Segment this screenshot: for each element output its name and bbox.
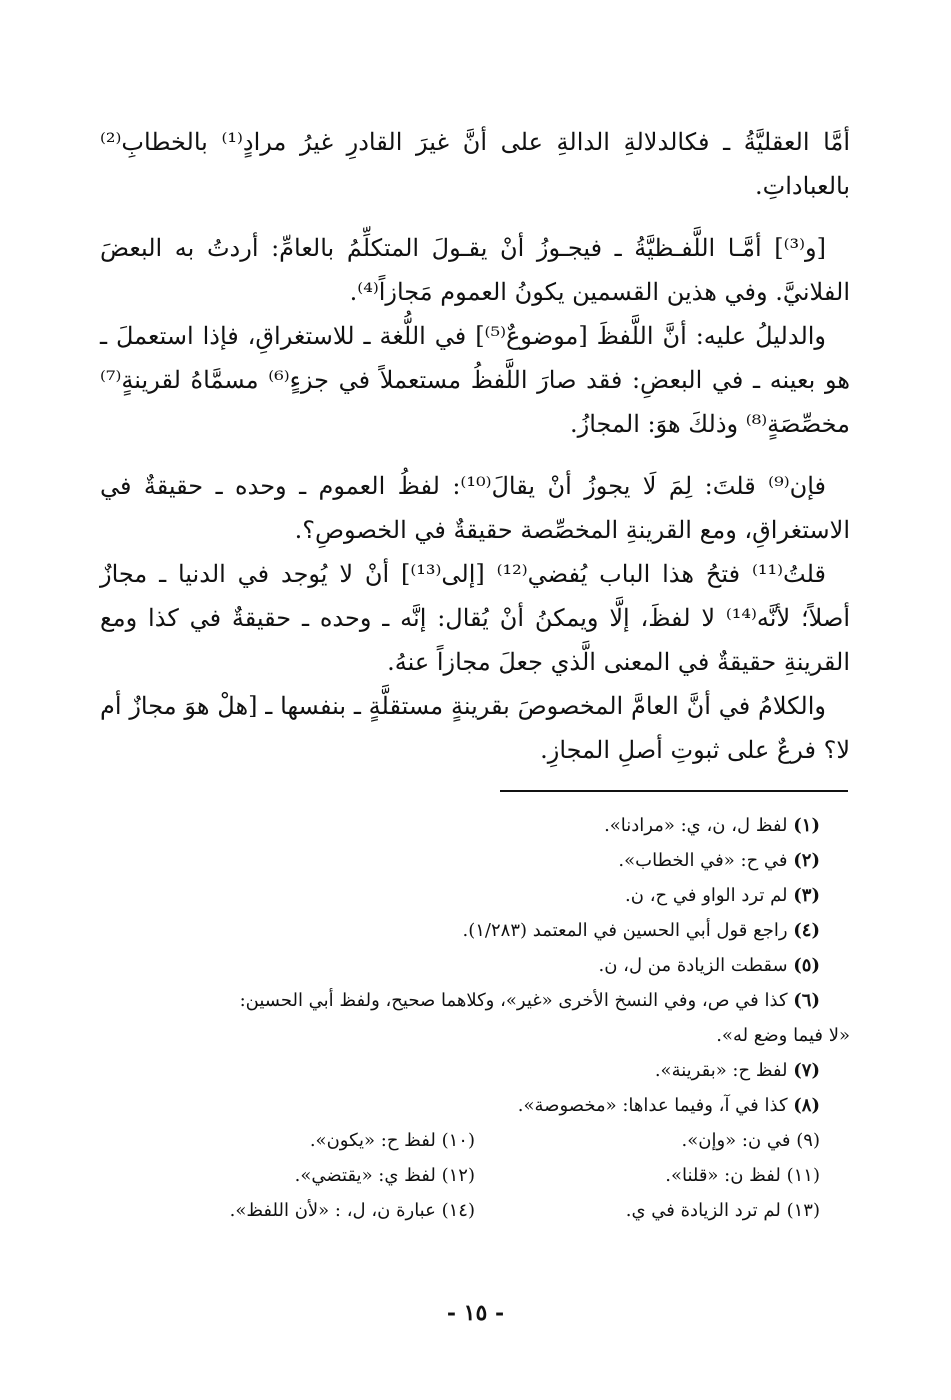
footnote: [100, 913, 850, 948]
footnote: [130, 1193, 475, 1228]
footnote-row: [100, 1158, 850, 1193]
footnote: [100, 1053, 850, 1088]
footnote-divider: [500, 790, 848, 792]
footnote: [100, 878, 850, 913]
footnote-text: لفظ ي: «يقتضي».: [294, 1165, 436, 1186]
footnote-text: لفظ ل، ن، ي: «مرادنا».: [604, 815, 788, 836]
footnote-number: (١٣): [786, 1200, 820, 1221]
footnote: [100, 843, 850, 878]
footnote-text: في ن: «وإن».: [681, 1130, 791, 1151]
paragraph-dalil: والدليلُ عليه: أنَّ اللَّفظَ [موضوعٌ⁽⁵⁾] في اللُّغة ـ للاستغراقِ، فإذا استعملَ ـ هو بعينه ـ في البعضِ: فقد صارَ اللَّفظُ مستعملاً في جزءٍ⁽⁶⁾ مسمَّاهُ لقرينةٍ⁽⁷⁾ مخصِّصَةٍ⁽⁸⁾ وذلكَ هوَ: المجازُ.: [100, 322, 850, 438]
footnote-number: (٩): [796, 1130, 820, 1151]
footnote-row: [100, 1193, 850, 1228]
footnote-number: (١٤): [441, 1200, 475, 1221]
paragraph-lafziyya: [و⁽³⁾] أمَّـا اللَّفـظيَّةُ ـ فيجـوزُ أنْ يقـولَ المتكلِّمُ بالعامِّ: أردتُ به البعضَ الفلانيَّ. وفي هذين القسمين يكونُ العموم مَجازاً⁽⁴⁾.: [100, 234, 850, 306]
footnote-text: عبارة ن، ل، : «لأن اللفظ».: [229, 1200, 436, 1221]
footnote-number: (٧): [793, 1060, 820, 1081]
footnote-text: لفظ ح: «يكون».: [309, 1130, 436, 1151]
footnote: [100, 948, 850, 983]
footnote: [475, 1158, 820, 1193]
page-number: - ١٥ -: [446, 1300, 505, 1326]
footnote-number: (٨): [793, 1095, 820, 1116]
footnote-text: لفظ ح: «بقرينة».: [654, 1060, 788, 1081]
footnote-text: كذا في آ، وفيما عداها: «مخصوصة».: [517, 1095, 788, 1116]
footnote-text: كذا في ص، وفي النسخ الأخرى «غير»، وكلاهما صحيح، ولفظ أبي الحسين:: [239, 990, 788, 1011]
footnote-text: لم ترد الزيادة في ي.: [625, 1200, 781, 1221]
footnote-number: (١١): [786, 1165, 820, 1186]
footnote-text: لفظ ن: «قلنا».: [665, 1165, 781, 1186]
footnotes: [100, 808, 850, 1228]
paragraph-conclusion: والكلامُ في أنَّ العامَّ المخصوصَ بقرينةٍ مستقلَّةٍ ـ بنفسها ـ [هلْ هوَ مجازٌ أم لا؟ فرعٌ على ثبوتِ أصلِ المجازِ.: [100, 692, 850, 764]
footnote: [100, 1088, 850, 1123]
footnote-number: (٥): [793, 955, 820, 976]
footnote: [130, 1158, 475, 1193]
footnote: [130, 1123, 475, 1158]
footnote-row: [100, 1123, 850, 1158]
paragraph-aqliyya: أمَّا العقليَّةُ ـ فكالدلالةِ الدالةِ على أنَّ غيرَ القادرِ غيرُ مرادٍ⁽¹⁾ بالخطابِ⁽²⁾ بالعباداتِ.: [100, 128, 850, 200]
footnote-text: لم ترد الواو في ح، ن.: [625, 885, 788, 906]
footnote-number: (١٠): [441, 1130, 475, 1151]
footnote-text: سقطت الزيادة من ل، ن.: [598, 955, 788, 976]
footnote: [475, 1193, 820, 1228]
footnote-number: (٦): [793, 990, 820, 1011]
footnote: [475, 1123, 820, 1158]
footnote-number: (٢): [793, 850, 820, 871]
paragraph-objection: فإن⁽⁹⁾ قلتَ: لِمَ لَا يجوزُ أنْ يقالَ⁽¹⁰⁾: لفظُ العموم ـ وحده ـ حقيقةٌ في الاستغراقِ، ومع القرينةِ المخصِّصة حقيقةٌ في الخصوصِ؟.: [100, 472, 850, 544]
main-text: [100, 120, 850, 772]
footnote-text: في ح: «في الخطاب».: [618, 850, 788, 871]
footnote: [100, 983, 850, 1018]
footnote-number: (٣): [793, 885, 820, 906]
footnote-number: (١): [793, 815, 820, 836]
footnote-number: (٤): [793, 920, 820, 941]
footnote: [100, 808, 850, 843]
footnote-number: (١٢): [441, 1165, 475, 1186]
footnote-text: راجع قول أبي الحسين في المعتمد (١/٢٨٣).: [462, 920, 788, 941]
footnote-continuation: «لا فيما وضع له».: [716, 1025, 850, 1046]
paragraph-reply: قلتُ⁽¹¹⁾ فتحُ هذا الباب يُفضي⁽¹²⁾ [إلى⁽¹³⁾] أنْ لا يُوجد في الدنيا ـ مجازٌ أصلاً؛ لأنَّه⁽¹⁴⁾ لا لفظَ، إلَّا ويمكنُ أنْ يُقال: إنَّه ـ وحده ـ حقيقةٌ في كذا ومع القرينةِ حقيقةٌ في المعنى الَّذي جعلَ مجازاً عنهُ.: [100, 560, 850, 676]
